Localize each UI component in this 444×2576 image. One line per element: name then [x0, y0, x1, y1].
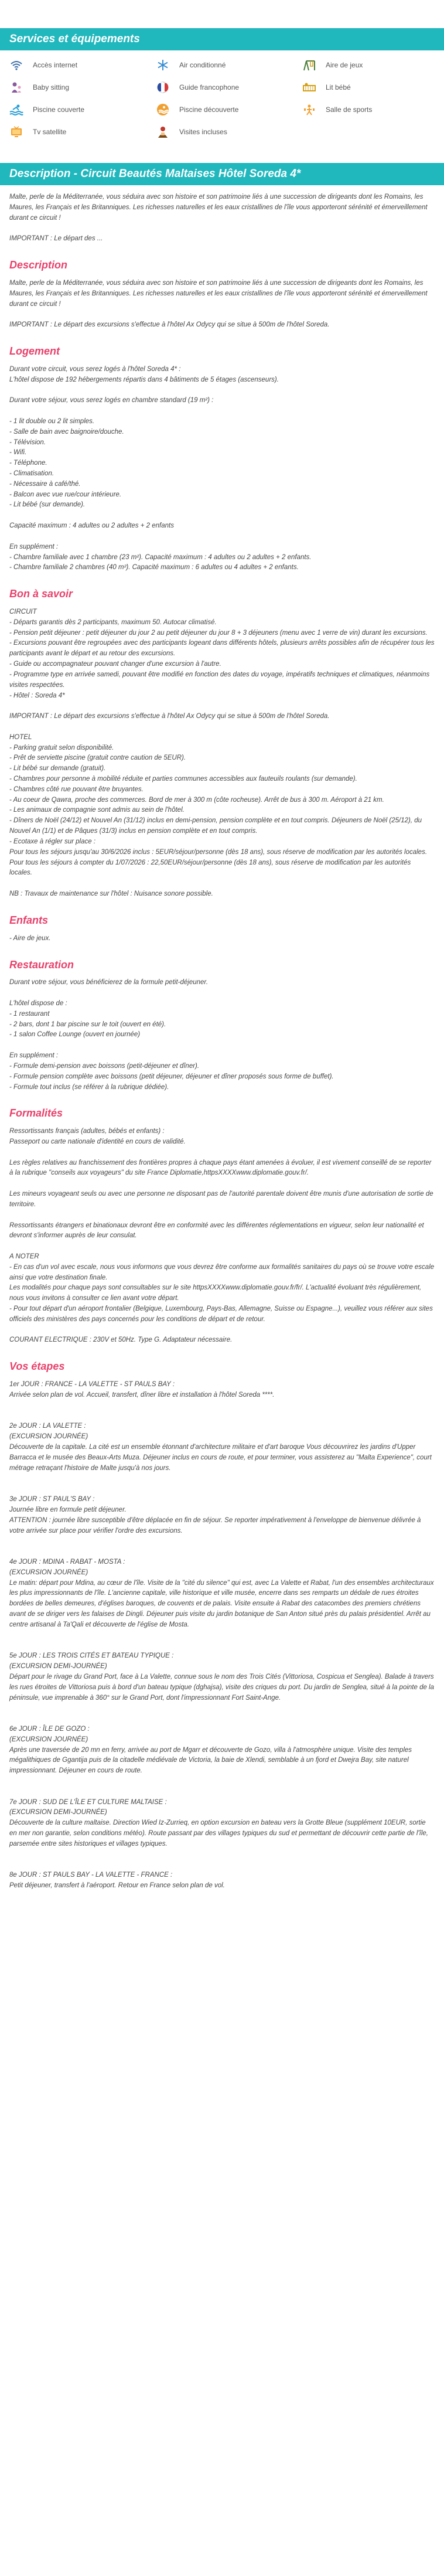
equip-item-visits [156, 125, 302, 138]
section-title-etapes: Vos étapes [9, 1360, 65, 1373]
section-title-bon-a-savoir: Bon à savoir [9, 588, 73, 600]
equip-item-gym [302, 103, 444, 116]
pool-outdoor-icon [156, 103, 170, 116]
equip-label: Air conditionné [179, 61, 226, 69]
equip-label: Piscine découverte [179, 106, 239, 114]
section-text-description: Malte, perle de la Méditerranée, vous séduira avec son histoire et son patrimoine liés à une succession de dirigeants dont les Romains, les Maures, les Français et les Britanniques. Les richesses naturelles et les eaux cristallines de l'île vous apporteront sérénité et émerveillement durant ce circuit ! IMPORTANT : Le départ des excursions s'effectue à l'hôtel Ax Odycy qui se situe à 500m de l'hôtel Soreda. [9, 279, 428, 329]
section-title-logement: Logement [9, 345, 60, 358]
guide-icon [156, 125, 170, 138]
equip-label: Tv satellite [33, 128, 67, 136]
equip-label: Guide francophone [179, 83, 240, 91]
playground-icon [302, 59, 316, 72]
equip-label: Visites incluses [179, 128, 227, 136]
description-header: Description - Circuit Beautés Maltaises Hôtel Soreda 4* [0, 163, 444, 185]
equip-item-outdoor-pool [156, 103, 302, 116]
equip-label: Lit bébé [326, 83, 351, 91]
flag-icon [156, 81, 170, 94]
equip-label: Accès internet [33, 61, 78, 69]
section-title-enfants: Enfants [9, 914, 49, 926]
equip-item-babysitting [9, 81, 156, 94]
equip-label: Salle de sports [326, 106, 373, 114]
section-title-formalites: Formalités [9, 1107, 63, 1119]
equip-label: Piscine couverte [33, 106, 85, 114]
equip-item-crib [302, 81, 444, 94]
equip-label: Aire de jeux [326, 61, 363, 69]
equipment-grid [0, 50, 444, 144]
equip-item-aircon [156, 59, 302, 72]
baby-icon [9, 81, 23, 94]
section-text-enfants: - Aire de jeux. [9, 934, 51, 942]
equip-label: Baby sitting [33, 83, 70, 91]
description-content [0, 192, 444, 1891]
snowflake-icon [156, 59, 170, 72]
crib-icon [302, 81, 316, 94]
equip-item-guide-fr [156, 81, 302, 94]
section-title-description: Description [9, 259, 68, 271]
tv-icon [9, 125, 23, 138]
section-text-bon-a-savoir: CIRCUIT - Départs garantis dès 2 participants, maximum 50. Autocar climatisé. - Pension petit déjeuner : petit déjeuner du jour 2 au petit déjeuner du jour 8 + 3 déjeuners (menu avec 1 verre de vin) durant les excursions. - Excursions pouvant être regroupées avec des participants logeant dans différents hôtels, plusieurs arrêts possibles afin de récupérer tous les participants avant le départ et au retour des excursions. - Guide ou accompagnateur pouvant changer d'une excursion à l'autre. - Programme type en arrivée samedi, pouvant être modifié en fonction des dates du voyage, impératifs techniques et climatiques, néanmoins visites respectées. - Hôtel : Soreda 4* IMPORTANT : Le départ des excursions s'effectue à l'hôtel Ax Odycy qui se situe à 500m de l'hôtel Soreda. HOTEL - Parking gratuit selon disponibilité. - Prêt de serviette piscine (gratuit contre caution de 5EUR). - Lit bébé sur demande (gratuit). - Chambres pour personne à mobilité réduite et parties communes accessibles aux fauteuils roulants (sur demande). - Chambres côté rue pouvant être bruyantes. - Au coeur de Qawra, proche des commerces. Bord de mer à 300 m (côte rocheuse). Arrêt de bus à 300 m. Aéroport à 21 km. - Les animaux de compagnie sont admis au sein de l'hôtel. - Dîners de Noël (24/12) et Nouvel An (31/12) inclus en demi-pension, pension complète et en tout compris. Déjeuners de Noël (25/12), du Nouvel An (1/1) et de Pâques (31/3) inclus en pension complète et en tout compris. - Ecotaxe à régler sur place : Pour tous les séjours jusqu'au 30/6/2026 inclus : 5EUR/séjour/personne (dès 18 ans), sous réserve de modification par les autorités locales. Pour tous les séjours à compter du 1/07/2026 : 22,50EUR/séjour/personne (dès 18 ans), sous réserve de modification par les autorités locales. NB : Travaux de maintenance sur l'hôtel : Nuisance sonore possible. [9, 608, 435, 897]
dumbbell-icon [302, 103, 316, 116]
section-text-etapes: 1er JOUR : FRANCE - LA VALETTE - ST PAULS BAY : Arrivée selon plan de vol. Accueil, transfert, dîner libre et installation à l'hôtel Soreda ****. 2e JOUR : LA VALETTE : (EXCURSION JOURNÉE) Découverte de la capitale. La cité est un ensemble étonnant d'architecture militaire et d'art baroque Vous découvrirez les jardins d'Upper Barracca et le musée des Beaux-Arts Muza. Déjeuner inclus en cours de route, et pour terminer, vous assisterez au "Malta Experience", court métrage retraçant l'histoire de Malte jusqu'à nos jours. 3e JOUR : ST PAUL'S BAY : Journée libre en formule petit déjeuner. ATTENTION : journée libre susceptible d'être déplacée en fin de séjour. Se reporter impérativement à l'enveloppe de bienvenue délivrée à votre arrivée sur place pour vérifier l'ordre des excursions. 4e JOUR : MDINA - RABAT - MOSTA : (EXCURSION JOURNÉE) Le matin: départ pour Mdina, au cœur de l'île. Visite de la "cité du silence" qui est, avec La Valette et Rabat, l'un des ensembles architecturaux les plus impressionnants de l'île. L'ancienne capitale, ville historique et ville musée, encerre dans ses remparts un dédale de rues étroites bordées de belles demeures, d'églises baroques, de couvents et de palais. Visite ensuite à Rabat des catacombes des premiers chrétiens avant de se diriger vers les falaises de Dingli. Déjeuner puis visite du jardin botanique de San Anton situé près du palais présidentiel. Arrêt au centre artisanal à Ta'Qali et découverte de l'église de Mosta. 5e JOUR : LES TROIS CITÉS ET BATEAU TYPIQUE : (EXCURSION DEMI-JOURNÉE) Départ pour le rivage du Grand Port, face à La Valette, connue sous le nom des Trois Cités (Vittoriosa, Cospicua et Senglea). Balade à travers les rues étroites de Vittoriosa puis à bord d'un bateau typique (dghajsa), visite des criques du port. Du jardin de Senglea, situé à la pointe de la péninsule, vue imprenable à 360° sur le Grand Port, dont l'impressionnant Fort Saint-Ange. 6e JOUR : ÎLE DE GOZO : (EXCURSION JOURNÉE) Après une traversée de 20 mn en ferry, arrivée au port de Mgarr et découverte de Gozo, villa à l'atmosphère unique. Visite des temples mégalithiques de Ggantija puis de la citadelle médiévale de Victoria, la baie de Xlendi, semblable à un fjord et Dwejra Bay, site naturel impressionnant. Déjeuner en cours de route. 7e JOUR : SUD DE L'ÎLE ET CULTURE MALTAISE : (EXCURSION DEMI-JOURNÉE) Découverte de la culture maltaise. Direction Wied Iz-Zurrieq, en option excursion en bateau vers la Grotte Bleue (supplément 10EUR, sortie en mer non garantie, selon conditions météo). Route passant par des villages typiques du sud et permettant de découvrir cette partie de l'île, parsemée entre sites historiques et villages typiques. 8e JOUR : ST PAULS BAY - LA VALETTE - FRANCE : Petit déjeuner, transfert à l'aéroport. Retour en France selon plan de vol. [9, 1381, 435, 1890]
intro-text: Malte, perle de la Méditerranée, vous séduira avec son histoire et son patrimoine liés à une succession de dirigeants dont les Romains, les Maures, les Français et les Britanniques. Les richesses naturelles et les eaux cristallines de l'île vous apporteront sérénité et émerveillement durant ce circuit ! IMPORTANT : Le départ des ... [9, 193, 428, 243]
equip-item-internet [9, 59, 156, 72]
wifi-icon [9, 59, 23, 72]
equip-item-tv [9, 125, 156, 138]
section-text-restauration: Durant votre séjour, vous bénéficierez de la formule petit-déjeuner. L'hôtel dispose de : - 1 restaurant - 2 bars, dont 1 bar piscine sur le toit (ouvert en été). - 1 salon Coffee Lounge (ouvert en journée) En supplément : - Formule demi-pension avec boissons (petit-déjeuner et dîner). - Formule pension complète avec boissons (petit déjeuner, déjeuner et dîner proposés sous forme de buffet). - Formule tout inclus (se référer à la rubrique dédiée). [9, 979, 334, 1091]
section-title-restauration: Restauration [9, 958, 74, 971]
section-text-formalites: Ressortissants français (adultes, bébés et enfants) : Passeport ou carte nationale d'identité en cours de validité. Les règles relatives au franchissement des frontières propres à chaque pays étant amenées à évoluer, il est vivement conseillé de se reporter à la rubrique "conseils aux voyageurs" du site France Diplomatie,httpsXXXXwww.diplomatie.gouv.fr/. Les mineurs voyageant seuls ou avec une personne ne disposant pas de l'autorité parentale doivent être munis d'une autorisation de sortie de territoire. Ressortissants étrangers et binationaux devront être en conformité avec les différentes réglementations en vigueur, selon leur nationalité et devront s'informer auprès de leur consulat. A NOTER - En cas d'un vol avec escale, nous vous informons que vous devrez être conforme aux formalités sanitaires du pays où se trouve votre escale ainsi que votre destination finale. Les modalités pour chaque pays sont consultables sur le site httpsXXXXwww.diplomatie.gouv.fr/fr/. L'actualité évoluant très régulièrement, nous vous invitons à consulter ce lien avant votre départ. - Pour tout départ d'un aéroport frontalier (Belgique, Luxembourg, Pays-Bas, Allemagne, Suisse ou Espagne...), veuillez vous référer aux sites officiels des ministères des pays concernés pour les conditions de départ et de retour. COURANT ELECTRIQUE : 230V et 50Hz. Type G. Adaptateur nécessaire. [9, 1128, 435, 1344]
section-text-logement: Durant votre circuit, vous serez logés à l'hôtel Soreda 4* : L'hôtel dispose de 192 hébergements répartis dans 4 bâtiments de 5 étages (ascenseurs). Durant votre séjour, vous serez logés en chambre standard (19 m²) : - 1 lit double ou 2 lit simples. - Salle de bain avec baignoire/douche. - Télévision. - Wifi. - Téléphone. - Climatisation. - Nécessaire à café/thé. - Balcon avec vue rue/cour intérieure. - Lit bébé (sur demande). Capacité maximum : 4 adultes ou 2 adultes + 2 enfants En supplément : - Chambre familiale avec 1 chambre (23 m²). Capacité maximum : 4 adultes ou 2 adultes + 2 enfants. - Chambre familiale 2 chambres (40 m²). Capacité maximum : 6 adultes ou 4 adultes + 2 enfants. [9, 365, 312, 571]
equip-item-indoor-pool [9, 103, 156, 116]
equip-item-playground [302, 59, 444, 72]
equipment-header: Services et équipements [0, 28, 444, 50]
pool-icon [9, 103, 23, 116]
